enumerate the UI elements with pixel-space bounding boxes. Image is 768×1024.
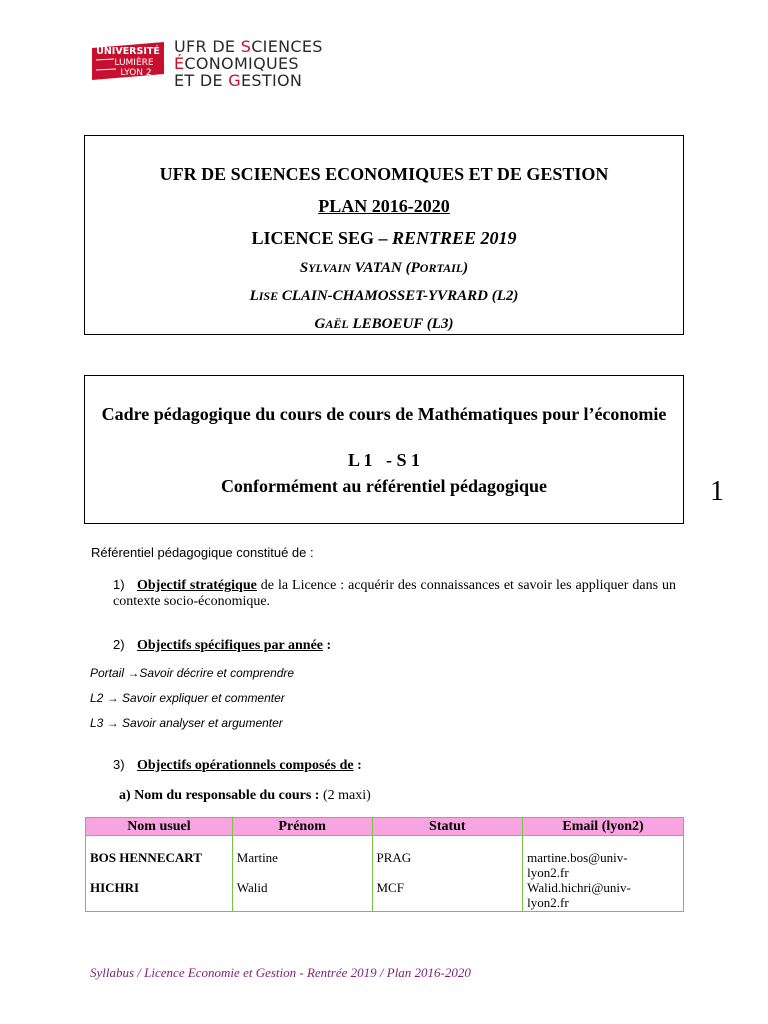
course-title: Cadre pédagogique du cours de cours de Mathématiques pour l’économie bbox=[101, 404, 667, 424]
header-box bbox=[84, 135, 684, 335]
column-header-nom: Nom usuel bbox=[86, 818, 233, 836]
coordinator-l2: LISE CLAIN-CHAMOSSET-YVRARD (L2) bbox=[249, 288, 519, 304]
cell-prenom: Martine bbox=[232, 836, 372, 881]
item-text: de la Licence : acquérir des connaissances et savoir les appliquer dans un contexte socio-économique. bbox=[113, 578, 677, 609]
item-title: Objectifs spécifiques par année bbox=[137, 638, 324, 653]
column-header-email: Email (lyon2) bbox=[523, 818, 684, 836]
table-header-row bbox=[86, 818, 684, 836]
course-lead-table bbox=[85, 817, 684, 912]
referential-intro: Référentiel pédagogique constitué de : bbox=[91, 545, 314, 560]
cell-nom: HICHRI bbox=[86, 880, 233, 912]
objective-l2: L2 → Savoir expliquer et commenter bbox=[90, 691, 285, 705]
objectives-operational: 3) Objectifs opérationnels composés de : bbox=[113, 757, 362, 773]
item-number: 1) bbox=[113, 577, 125, 592]
course-lead-heading: a) Nom du responsable du cours : (2 maxi) bbox=[119, 788, 371, 803]
column-header-prenom: Prénom bbox=[232, 818, 372, 836]
coordinator-l3: GAËL LEBOEUF (L3) bbox=[314, 316, 454, 332]
logo-badge-line-2: LUMIÈRE bbox=[114, 58, 154, 68]
cell-email[interactable]: martine.bos@univ- lyon2.fr bbox=[523, 836, 684, 881]
logo-badge-line-3: LYON 2 bbox=[120, 68, 152, 78]
faculty-logo-text: UFR DE SCIENCES ÉCONOMIQUES ET DE GESTION bbox=[174, 37, 323, 90]
page-number: 1 bbox=[710, 476, 724, 507]
item-number: 2) bbox=[113, 637, 125, 652]
objectives-specific: 2) Objectifs spécifiques par année : bbox=[113, 637, 332, 653]
plan-title: PLAN 2016-2020 bbox=[318, 196, 450, 216]
objective-portail: Portail →Savoir décrire et comprendre bbox=[90, 666, 295, 680]
table-row bbox=[86, 836, 684, 881]
cell-statut: PRAG bbox=[372, 836, 523, 881]
cell-email[interactable]: Walid.hichri@univ- lyon2.fr bbox=[523, 880, 684, 912]
cell-statut: MCF bbox=[372, 880, 523, 912]
university-logo-badge bbox=[90, 42, 166, 80]
coordinator-portail: SYLVAIN VATAN (PORTAIL) bbox=[299, 260, 469, 276]
item-number: 3) bbox=[113, 757, 125, 772]
cell-prenom: Walid bbox=[232, 880, 372, 912]
course-level: L 1 - S 1 bbox=[347, 450, 421, 470]
item-title: Objectif stratégique bbox=[137, 578, 257, 593]
course-conformity: Conformément au référentiel pédagogique bbox=[220, 476, 548, 496]
arrow-right-icon: → bbox=[127, 666, 140, 680]
licence-title: LICENCE SEG – RENTREE 2019 bbox=[251, 228, 517, 248]
faculty-title: UFR DE SCIENCES ECONOMIQUES ET DE GESTION bbox=[159, 164, 609, 184]
page-footer: Syllabus / Licence Economie et Gestion - Rentrée 2019 / Plan 2016-2020 bbox=[90, 965, 471, 980]
objective-l3: L3 → Savoir analyser et argumenter bbox=[90, 716, 283, 730]
item-title: Objectifs opérationnels composés de bbox=[137, 758, 354, 773]
arrow-right-icon: → bbox=[106, 716, 119, 730]
arrow-right-icon: → bbox=[106, 691, 119, 705]
table-row bbox=[86, 880, 684, 912]
column-header-statut: Statut bbox=[372, 818, 523, 836]
logo-badge-line-1: UNIVERSITÉ bbox=[96, 46, 160, 57]
course-box bbox=[84, 375, 684, 524]
cell-nom: BOS HENNECART bbox=[86, 836, 233, 881]
objective-strategic bbox=[113, 577, 676, 610]
